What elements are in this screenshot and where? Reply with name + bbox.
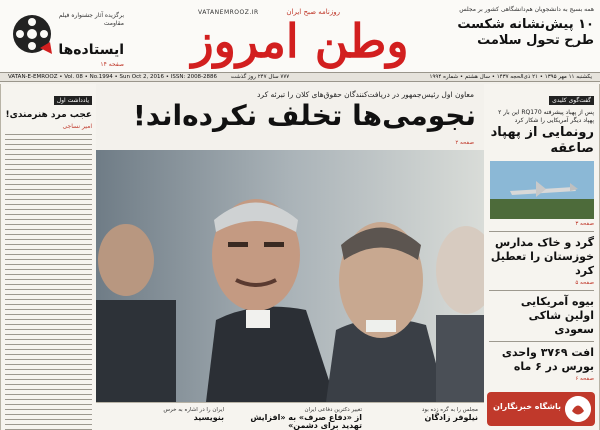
drone-photo[interactable]: [490, 161, 594, 219]
column-author: امیر نساجی: [62, 123, 92, 130]
column-body: [5, 134, 92, 430]
dust-headline[interactable]: گرد و خاک مدارس خوزستان را تعطیل کرد: [490, 236, 594, 277]
issue-center: ۷۷۷ سال ۲۴۷ روز گذشت: [230, 74, 290, 80]
bottom-story-3[interactable]: ایران را در اشاره به خرس بنویسید: [163, 407, 224, 422]
right-promo[interactable]: [444, 6, 594, 68]
column-label: یادداشت اول: [54, 96, 92, 105]
bottom-story-2[interactable]: تغییر دکترین دفاعی ایران از «دفاع صرف» به «افزایش تهدید برای دشمن»: [250, 407, 362, 430]
lead-story: [96, 84, 484, 430]
issue-date-en: VATAN-E-EMROOZ • Vol. 08 • No.1994 • Sun Oct 2, 2016 • ISSN: 2008-2886: [8, 74, 218, 80]
site-url[interactable]: VATANEMROOZ.IR: [198, 9, 259, 16]
lead-photo-illustration: [96, 150, 484, 402]
right-column-label: گفت‌گوی کلیدی: [549, 96, 594, 105]
logo-area[interactable]: [150, 4, 450, 68]
club-logo-icon: [565, 396, 591, 422]
newspaper-logo[interactable]: وطن امروز: [191, 14, 409, 68]
right-promo-head2[interactable]: طرح تحول سلامت: [477, 33, 594, 48]
right-column: [484, 84, 600, 430]
brand-badge[interactable]: [487, 392, 595, 426]
divider: [489, 231, 594, 232]
widow-headline[interactable]: بیوه آمریکایی اولین شاکی سعودی: [520, 295, 594, 336]
left-promo-title[interactable]: ایستاده‌ها: [58, 42, 124, 58]
divider: [489, 341, 594, 342]
bottom-story-1[interactable]: مجلس را به گره زده بود نیلوفر زادگان: [421, 407, 478, 422]
right-promo-kicker: همه بسیج به دانشجویان هم‌دانشگاهی کشور بر مجلس: [459, 6, 594, 13]
drone-kicker: پس از پهباد پیشرفته RQ170 این بار ۲ پهپاد دیگر آمریکایی را شکار کرد: [498, 109, 594, 124]
left-promo-page: صفحه ۱۴: [100, 61, 124, 68]
issue-date-fa: یکشنبه ۱۱ مهر ۱۳۹۵ • ۲۱ ذی‌الحجه ۱۴۳۷ • سال هشتم • شماره ۱۹۹۴: [429, 74, 592, 80]
divider: [489, 290, 594, 291]
right-promo-head1[interactable]: ۱۰ پیش‌نشانه شکست: [457, 17, 594, 32]
lead-headline[interactable]: نجومی‌ها تخلف نکرده‌اند!: [133, 99, 476, 132]
tagline: روزنامه صبح ایران: [286, 8, 340, 16]
bourse-headline[interactable]: افت ۳۷۶۹ واحدی بورس در ۶ ماه: [501, 346, 594, 373]
issue-info-bar: [0, 72, 600, 82]
drone-page-ref: صفحه ۳: [575, 221, 594, 227]
lead-kicker: معاون اول رئیس‌جمهور در دریافت‌کنندگان حقوق‌های کلان را تبرئه کرد: [257, 90, 474, 99]
column-title[interactable]: عجب مرد هنرمندی!: [5, 110, 92, 120]
bottom-strip: [96, 402, 484, 430]
lead-photo[interactable]: [96, 150, 484, 402]
drone-icon: [490, 161, 594, 219]
bourse-page-ref: صفحه ۶: [575, 376, 594, 382]
left-column: [0, 84, 96, 430]
drone-headline[interactable]: رونمایی از پهپاد صاعقه: [490, 125, 594, 156]
dust-page-ref: صفحه ۵: [575, 280, 594, 286]
masthead: [0, 0, 600, 72]
lead-page-ref: صفحه ۲: [455, 140, 474, 146]
left-promo-kicker: برگزیده آثار جشنواره فیلم مقاومت: [58, 12, 124, 27]
left-promo[interactable]: [6, 6, 126, 68]
film-reel-icon: [10, 12, 54, 56]
brand-badge-text: باشگاه خبرنگاران: [493, 402, 561, 411]
